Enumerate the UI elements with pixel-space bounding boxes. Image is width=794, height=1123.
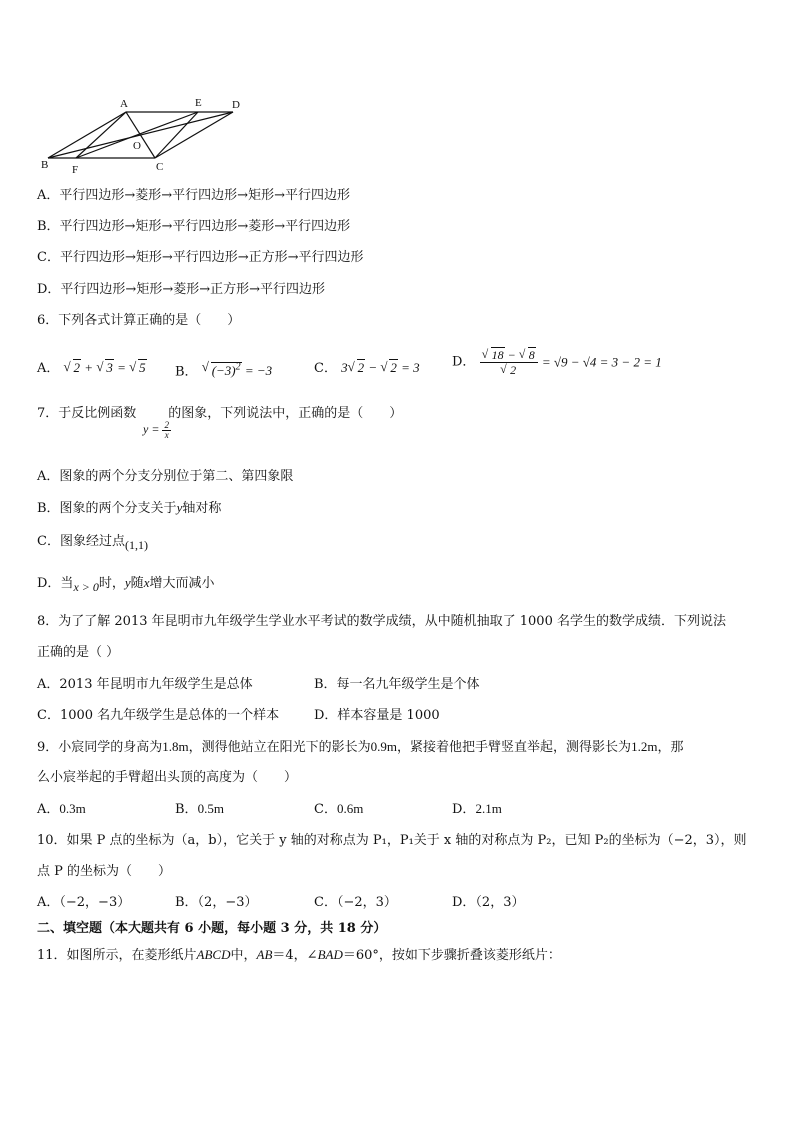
q6-d-label: D． bbox=[452, 354, 476, 370]
q7-func-num: 2 bbox=[164, 419, 169, 430]
q5-option-c: C．平行四边形→矩形→平行四边形→正方形→平行四边形 bbox=[37, 250, 364, 265]
q9-option-a bbox=[37, 800, 86, 819]
q6-option-d: D． √ 18 − √ 8 √ 2 = √9 − √4 = 3 − 2 = 1 bbox=[452, 348, 662, 377]
q9-shadow2: 1.2m bbox=[631, 739, 658, 754]
q9-t2: ，测得他站立在阳光下的影长为 bbox=[188, 740, 371, 755]
q9-d-value: 2.1m bbox=[475, 801, 502, 816]
q7-d-text2: 时， bbox=[98, 576, 125, 591]
q8-option-a: A．2013 年昆明市九年级学生是总体 bbox=[37, 677, 253, 692]
q10-option-b: B．（2，−3） bbox=[175, 895, 258, 910]
q6-d-n1: 18 bbox=[491, 348, 504, 362]
label-E: E bbox=[195, 97, 202, 109]
q8-option-c: C．1000 名九年级学生是总体的一个样本 bbox=[37, 708, 280, 723]
q9-shadow1: 0.9m bbox=[370, 739, 398, 754]
q8-line2: 正确的是（ ） bbox=[37, 645, 120, 660]
q7-option-a: A．图象的两个分支分别位于第二、第四象限 bbox=[37, 469, 294, 484]
q7-func-y: y = bbox=[143, 422, 160, 436]
q9-t1: 9．小宸同学的身高为 bbox=[37, 740, 163, 755]
q9-t4: ，那 bbox=[657, 740, 684, 755]
q5-option-b: B．平行四边形→矩形→平行四边形→菱形→平行四边形 bbox=[37, 219, 351, 234]
q9-height: 1.8m bbox=[162, 739, 189, 754]
section-title: 二、填空题（本大题共有 6 小题，每小题 3 分，共 18 分） bbox=[37, 921, 387, 936]
q6-option-b bbox=[175, 359, 272, 381]
label-A: A bbox=[120, 98, 128, 110]
q6-c-label: C． bbox=[314, 361, 337, 376]
q7-d-text4: 增大而减小 bbox=[149, 576, 215, 591]
label-O: O bbox=[133, 140, 141, 152]
q6-d-n2: 8 bbox=[528, 348, 535, 362]
q6-a-r2: 3 bbox=[106, 360, 113, 375]
label-B: B bbox=[41, 159, 49, 171]
q6-d-den: 2 bbox=[510, 363, 517, 377]
label-F: F bbox=[72, 164, 79, 174]
q6-b-expr: (−3) bbox=[211, 363, 236, 379]
q7-stem-b: 的图象，下列说法中，正确的是（ ） bbox=[168, 406, 403, 421]
q6-b-rhs: = −3 bbox=[244, 363, 273, 379]
q7-stem-a: 7．于反比例函数 bbox=[37, 406, 137, 421]
q6-d-rhs: = √9 − √4 = 3 − 2 = 1 bbox=[541, 354, 662, 370]
q8-line1: 8．为了了解 2013 年昆明市九年级学生学业水平考试的数学成绩，从中随机抽取了 1000 名学生的数学成绩．下列说法 bbox=[37, 614, 726, 629]
q10-option-a: A．（−2，−3） bbox=[37, 895, 131, 910]
q7-function bbox=[143, 420, 171, 440]
q9-option-c bbox=[314, 800, 363, 819]
q7-option-c bbox=[37, 532, 148, 551]
q11-t4: ＝60°，按如下步骤折叠该菱形纸片： bbox=[342, 948, 561, 963]
q7-d-text3: 随 bbox=[130, 576, 144, 591]
q7-c-point: (1,1) bbox=[124, 538, 148, 552]
q9-a-value: 0.3m bbox=[59, 801, 86, 816]
q11-ab: AB bbox=[256, 947, 273, 962]
q6-c-coef: 3 bbox=[341, 360, 348, 375]
q7-d-cond: x > 0 bbox=[73, 580, 99, 594]
q6-option-a: A． √ 2 + √ 3 = √ 5 bbox=[37, 359, 147, 378]
q11-bad: BAD bbox=[317, 947, 343, 962]
q6-a-r1: 2 bbox=[73, 360, 81, 375]
parallelogram-figure bbox=[38, 94, 248, 174]
q9-b-label: B． bbox=[175, 802, 198, 817]
q9-c-value: 0.6m bbox=[336, 801, 364, 816]
q10-option-c: C．（−2，3） bbox=[314, 895, 397, 910]
q11-t3: ＝4，∠ bbox=[272, 948, 318, 963]
q11-t1: 11．如图所示，在菱形纸片 bbox=[37, 948, 197, 963]
q6-stem: 6．下列各式计算正确的是（ ） bbox=[37, 313, 241, 328]
q7-c-text: C．图象经过点 bbox=[37, 534, 125, 549]
q9-a-label: A． bbox=[37, 802, 60, 817]
q9-option-b bbox=[175, 800, 224, 819]
q6-c-r1: 2 bbox=[357, 360, 365, 375]
q5-option-d: D．平行四边形→矩形→菱形→正方形→平行四边形 bbox=[37, 282, 325, 297]
q7-d-text1: D．当 bbox=[37, 576, 74, 591]
q6-a-label: A． bbox=[37, 361, 60, 376]
q7-b-text1: B．图象的两个分支关于 bbox=[37, 501, 177, 516]
q9-t3: ，紧接着他把手臂竖直举起，测得影长为 bbox=[397, 740, 632, 755]
q6-c-rhs: = 3 bbox=[401, 360, 420, 375]
q6-c-r2: 2 bbox=[390, 360, 397, 375]
q7-option-b bbox=[37, 499, 221, 518]
q10-option-d: D．（2，3） bbox=[452, 895, 525, 910]
q7-b-text2: 轴对称 bbox=[182, 501, 222, 516]
q9-line2: 么小宸举起的手臂超出头顶的高度为（ ） bbox=[37, 770, 298, 785]
q7-d-x: x bbox=[143, 575, 150, 590]
q7-func-den: x bbox=[164, 429, 169, 440]
q7-stem bbox=[37, 405, 402, 423]
q7-d-y: y bbox=[124, 575, 131, 590]
q6-b-label: B． bbox=[175, 364, 198, 380]
q6-option-c: C． 3√ 2 − √ 2 = 3 bbox=[314, 359, 420, 378]
q11-stem bbox=[37, 946, 561, 965]
q5-option-a: A．平行四边形→菱形→平行四边形→矩形→平行四边形 bbox=[37, 188, 350, 203]
q9-b-value: 0.5m bbox=[197, 801, 224, 816]
q9-option-d bbox=[452, 800, 502, 819]
q10-line2: 点 P 的坐标为（ ） bbox=[37, 864, 172, 879]
q7-b-y: y bbox=[176, 500, 183, 515]
q9-line1 bbox=[37, 738, 683, 757]
q11-abcd: ABCD bbox=[196, 947, 231, 962]
q11-t2: 中， bbox=[230, 948, 257, 963]
label-D: D bbox=[232, 99, 240, 111]
q7-option-d bbox=[37, 574, 214, 593]
q6-b-pow: 2 bbox=[235, 362, 241, 373]
q9-c-label: C． bbox=[314, 802, 337, 817]
q8-option-b: B．每一名九年级学生是个体 bbox=[314, 677, 480, 692]
q10-line1: 10．如果 P 点的坐标为（a，b），它关于 y 轴的对称点为 P₁，P₁关于 x 轴的对称点为 P₂，已知 P₂的坐标为（−2，3），则 bbox=[37, 833, 747, 848]
label-C: C bbox=[156, 161, 164, 173]
q8-option-d: D．样本容量是 1000 bbox=[314, 708, 440, 723]
q9-d-label: D． bbox=[452, 802, 476, 817]
q6-a-r3: 5 bbox=[139, 360, 146, 375]
